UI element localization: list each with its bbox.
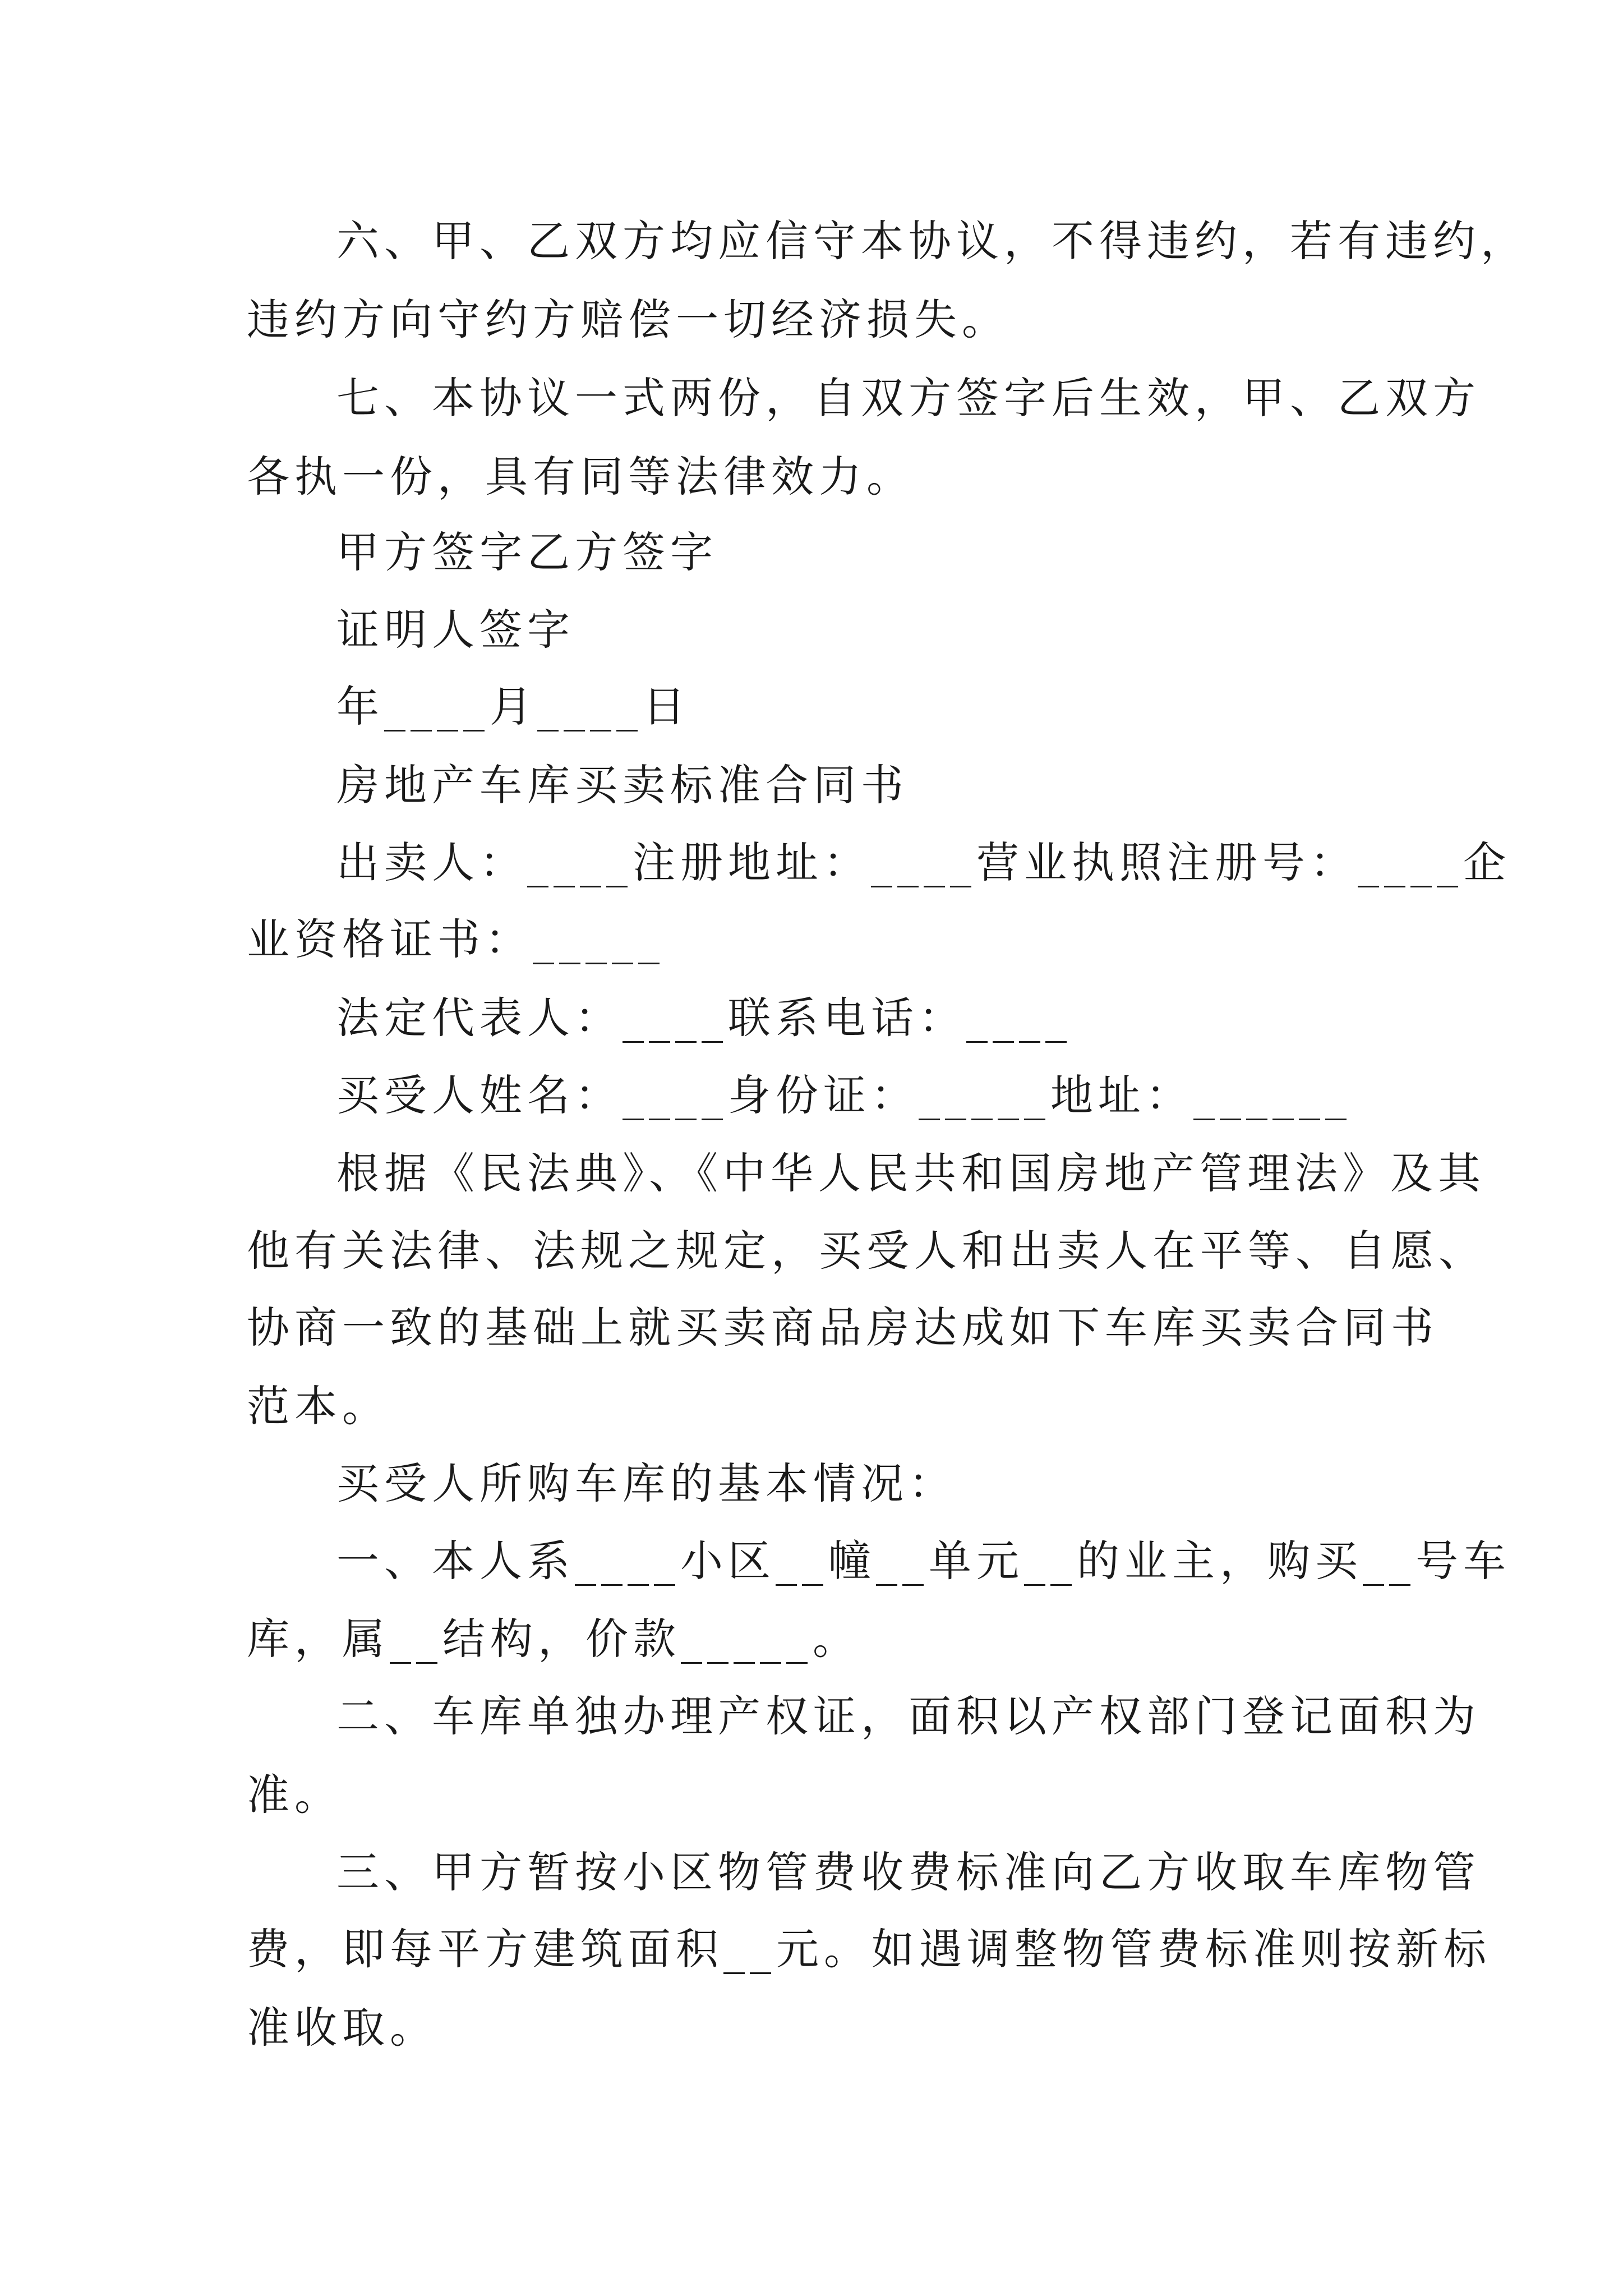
- paragraph-line: 二、车库单独办理产权证，面积以产权部门登记面积为: [336, 1691, 1481, 1741]
- signature-line: 甲方签字乙方签字: [336, 527, 718, 577]
- paragraph-line: 各执一份，具有同等法律效力。: [247, 452, 914, 501]
- paragraph-line: 库，属__结构，价款_____。: [247, 1614, 860, 1664]
- paragraph-line: 六、甲、乙双方均应信守本协议，不得违约，若有违约，: [336, 216, 1528, 266]
- section-heading: 买受人所购车库的基本情况：: [336, 1458, 956, 1508]
- witness-signature-line: 证明人签字: [336, 605, 575, 655]
- paragraph-line: 根据《民法典》、《中华人民共和国房地产管理法》及其: [336, 1148, 1486, 1198]
- paragraph-line: 出卖人：____注册地址：____营业执照注册号：____企: [336, 838, 1511, 887]
- paragraph-line: 法定代表人：____联系电话：____: [336, 993, 1072, 1043]
- paragraph-line: 协商一致的基础上就买卖商品房达成如下车库买卖合同书: [247, 1303, 1438, 1352]
- paragraph-line: 业资格证书：_____: [247, 914, 665, 964]
- contract-title: 房地产车库买卖标准合同书: [336, 760, 909, 810]
- paragraph-line: 他有关法律、法规之规定，买受人和出卖人在平等、自愿、: [247, 1226, 1486, 1276]
- date-line: 年____月____日: [336, 682, 690, 731]
- paragraph-line: 费，即每平方建筑面积__元。如遇调整物管费标准则按新标: [247, 1924, 1491, 1974]
- paragraph-line: 三、甲方暂按小区物管费收费标准向乙方收取车库物管: [336, 1847, 1481, 1897]
- paragraph-line: 违约方向守约方赔偿一切经济损失。: [247, 295, 1009, 344]
- paragraph-line: 买受人姓名：____身份证：_____地址：______: [336, 1070, 1352, 1120]
- paragraph-line: 准收取。: [247, 2003, 437, 2053]
- paragraph-line: 七、本协议一式两份，自双方签字后生效，甲、乙双方: [336, 373, 1481, 423]
- paragraph-line: 准。: [247, 1770, 342, 1820]
- paragraph-line: 范本。: [247, 1381, 390, 1431]
- paragraph-line: 一、本人系____小区__幢__单元__的业主，购买__号车: [336, 1536, 1511, 1586]
